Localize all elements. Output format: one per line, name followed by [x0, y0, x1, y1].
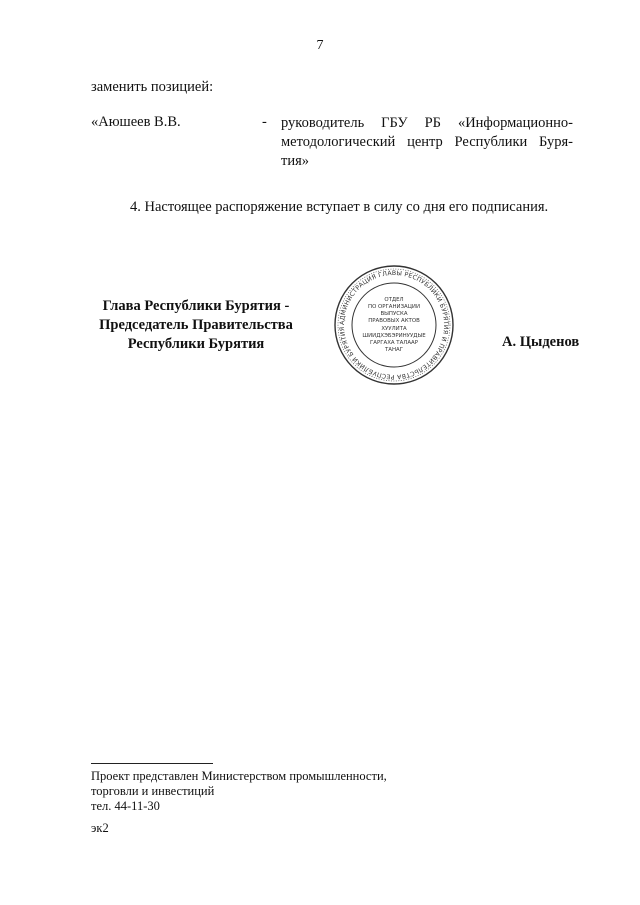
seal-ring-dotted [338, 269, 450, 381]
seal-inner-line: ШИИДХЭБЭРИНУУДЫЕ [362, 333, 426, 339]
footnote-divider [91, 763, 213, 764]
clause-4: 4. Настоящее распоряжение вступает в силу со дня его подписания. [130, 199, 549, 215]
signer-title-line: Республики Бурятия [127, 336, 265, 352]
lead-text: заменить позицией: [91, 79, 214, 95]
signer-title [80, 297, 312, 354]
footnote [91, 769, 387, 814]
seal-inner-ring [352, 283, 436, 367]
entry-position-line: тия» [281, 153, 310, 169]
seal-inner-line: ПО ОРГАНИЗАЦИИ [368, 304, 420, 310]
seal-inner-line: ТАНАГ [384, 347, 404, 353]
entry-person-name: «Аюшеев В.В. [91, 114, 181, 130]
seal-inner-line: ПРАВОВЫХ АКТОВ [368, 318, 420, 324]
seal-ring-text: АДМИНИСТРАЦИЯ ГЛАВЫ РЕСПУБЛИКИ БУРЯТИЯ И ПРАВИТЕЛЬСТВА РЕСПУБЛИКИ БУРЯТИЯ [338, 269, 450, 381]
entry-position-line: руководитель ГБУ РБ «Информационно- [281, 115, 573, 131]
official-seal-stamp [333, 264, 455, 386]
entry-position-line: методологический центр Республики Буря- [281, 134, 573, 150]
entry-dash: - [262, 114, 267, 130]
seal-inner-line: ВЫПУСКА [380, 311, 408, 317]
page-number: 7 [316, 38, 324, 53]
seal-inner-line: ОТДЕЛ [384, 297, 404, 303]
signer-title-line: Председатель Правительства [99, 317, 293, 333]
seal-inner-line: ГАРГАХА ТАЛААР [370, 340, 418, 346]
document-code: эк2 [91, 821, 109, 835]
footnote-line: торговли и инвестиций [91, 784, 215, 798]
footnote-line: Проект представлен Министерством промышленности, [91, 769, 387, 783]
seal-outer-ring [335, 266, 453, 384]
signer-title-line: Глава Республики Бурятия - [102, 298, 290, 314]
seal-inner-line: ХУУЛИТА [381, 326, 407, 332]
entry-position [281, 114, 573, 171]
signer-name: А. Цыденов [502, 334, 580, 350]
footnote-line: тел. 44-11-30 [91, 799, 160, 813]
